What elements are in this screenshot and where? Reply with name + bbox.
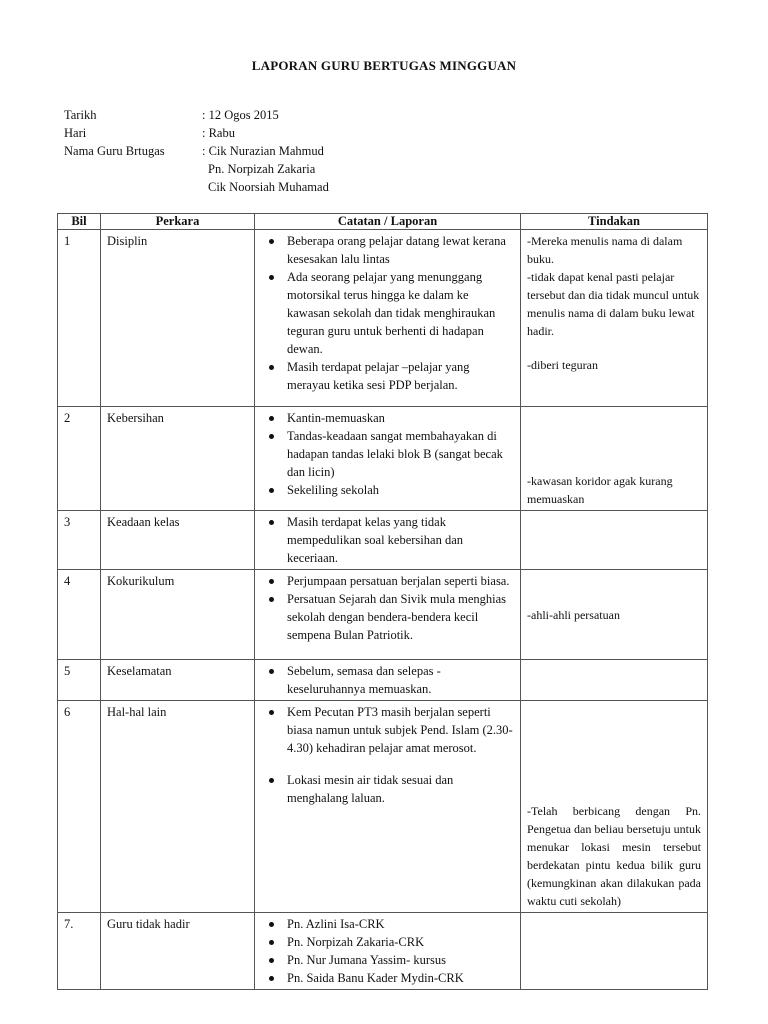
list-item: Kantin-memuaskan [287, 409, 514, 427]
cell-perkara: Disiplin [101, 230, 255, 407]
cell-catatan [255, 511, 521, 570]
list-item: Kem Pecutan PT3 masih berjalan seperti biasa namun untuk subjek Pend. Islam (2.30-4.30) kehadiran pelajar amat merosot. [287, 705, 513, 755]
hari-label: Hari [64, 126, 87, 140]
list-item: Lokasi mesin air tidak sesuai dan menghalang laluan. [287, 771, 514, 807]
meta-guru-3 [64, 178, 564, 196]
list-item: Pn. Norpizah Zakaria-CRK [287, 933, 514, 951]
cell-perkara: Kokurikulum [101, 570, 255, 660]
tindakan-text: -Telah berbicang dengan Pn. Pengetua dan beliau bersetuju untuk menukar lokasi mesin tersebut berdekatan pintu kedua bilik guru (kemungkinan akan dilakukan pada waktu cuti sekolah) [527, 804, 701, 908]
report-meta [64, 106, 564, 196]
cell-perkara: Keselamatan [101, 660, 255, 701]
list-item: Pn. Nur Jumana Yassim- kursus [287, 951, 514, 969]
cell-catatan [255, 230, 521, 407]
table-header-row [58, 214, 708, 230]
hari-value: : Rabu [202, 126, 235, 140]
catatan-list [261, 232, 514, 394]
col-header-catatan: Catatan / Laporan [255, 214, 521, 230]
cell-tindakan [521, 407, 708, 511]
table-row [58, 230, 708, 407]
cell-catatan [255, 701, 521, 913]
cell-tindakan [521, 701, 708, 913]
col-header-tindakan: Tindakan [521, 214, 708, 230]
list-item: Sebelum, semasa dan selepas -keseluruhannya memuaskan. [287, 662, 514, 698]
cell-bil: 4 [58, 570, 101, 660]
list-item: Pn. Azlini Isa-CRK [287, 915, 514, 933]
cell-catatan [255, 913, 521, 990]
cell-bil: 5 [58, 660, 101, 701]
cell-perkara: Keadaan kelas [101, 511, 255, 570]
cell-bil: 7. [58, 913, 101, 990]
meta-guru-2 [64, 160, 564, 178]
cell-tindakan [521, 660, 708, 701]
meta-hari [64, 124, 564, 142]
tindakan-text: -tidak dapat kenal pasti pelajar tersebut dan dia tidak muncul untuk menulis nama di dalam buku lewat hadir. [527, 270, 700, 338]
cell-tindakan [521, 570, 708, 660]
guru-value-3: Cik Noorsiah Muhamad [208, 180, 329, 194]
catatan-list [261, 662, 514, 698]
col-header-perkara: Perkara [101, 214, 255, 230]
catatan-list [261, 915, 514, 987]
cell-bil: 1 [58, 230, 101, 407]
catatan-list [261, 572, 514, 644]
table-row [58, 701, 708, 913]
table-row [58, 407, 708, 511]
list-item: Perjumpaan persatuan berjalan seperti biasa. [287, 572, 514, 590]
cell-tindakan [521, 913, 708, 990]
meta-tarikh [64, 106, 564, 124]
list-item: Beberapa orang pelajar datang lewat kerana kesesakan lalu lintas [287, 232, 514, 268]
list-item: Tandas-keadaan sangat membahayakan di hadapan tandas lelaki blok B (sangat becak dan licin) [287, 427, 514, 481]
cell-catatan [255, 570, 521, 660]
table-row [58, 913, 708, 990]
tarikh-value: : 12 Ogos 2015 [202, 108, 279, 122]
cell-bil: 3 [58, 511, 101, 570]
cell-catatan [255, 660, 521, 701]
table-row [58, 511, 708, 570]
cell-perkara: Kebersihan [101, 407, 255, 511]
guru-label: Nama Guru Brtugas [64, 144, 165, 158]
cell-tindakan [521, 230, 708, 407]
list-item: Ada seorang pelajar yang menunggang motorsikal terus hingga ke dalam ke kawasan sekolah dan tidak menghiraukan teguran guru untuk berhenti di hadapan dewan. [287, 268, 514, 358]
catatan-list [261, 513, 514, 567]
tindakan-text: -kawasan koridor agak kurang memuaskan [527, 474, 673, 506]
tindakan-text: -Mereka menulis nama di dalam buku. [527, 234, 683, 266]
tindakan-text: -ahli-ahli persatuan [527, 607, 620, 622]
table-row [58, 660, 708, 701]
cell-bil: 6 [58, 701, 101, 913]
cell-tindakan [521, 511, 708, 570]
meta-guru [64, 142, 564, 160]
cell-bil: 2 [58, 407, 101, 511]
tarikh-label: Tarikh [64, 108, 97, 122]
catatan-list [261, 409, 514, 499]
cell-perkara: Guru tidak hadir [101, 913, 255, 990]
cell-catatan [255, 407, 521, 511]
list-item: Sekeliling sekolah [287, 481, 514, 499]
report-table [57, 213, 708, 990]
list-item: Pn. Saida Banu Kader Mydin-CRK [287, 969, 514, 987]
table-row [58, 570, 708, 660]
list-item: Masih terdapat pelajar –pelajar yang merayau ketika sesi PDP berjalan. [287, 358, 514, 394]
list-item: Masih terdapat kelas yang tidak mempedulikan soal kebersihan dan keceriaan. [287, 513, 514, 567]
guru-value-2: Pn. Norpizah Zakaria [208, 162, 316, 176]
report-title: LAPORAN GURU BERTUGAS MINGGUAN [251, 58, 517, 73]
list-item: Persatuan Sejarah dan Sivik mula menghias sekolah dengan bendera-bendera kecil sempena Bulan Patriotik. [287, 590, 514, 644]
col-header-bil: Bil [58, 214, 101, 230]
cell-perkara: Hal-hal lain [101, 701, 255, 913]
guru-value-1: : Cik Nurazian Mahmud [202, 144, 324, 158]
tindakan-text: -diberi teguran [527, 358, 598, 372]
catatan-list [261, 703, 514, 807]
